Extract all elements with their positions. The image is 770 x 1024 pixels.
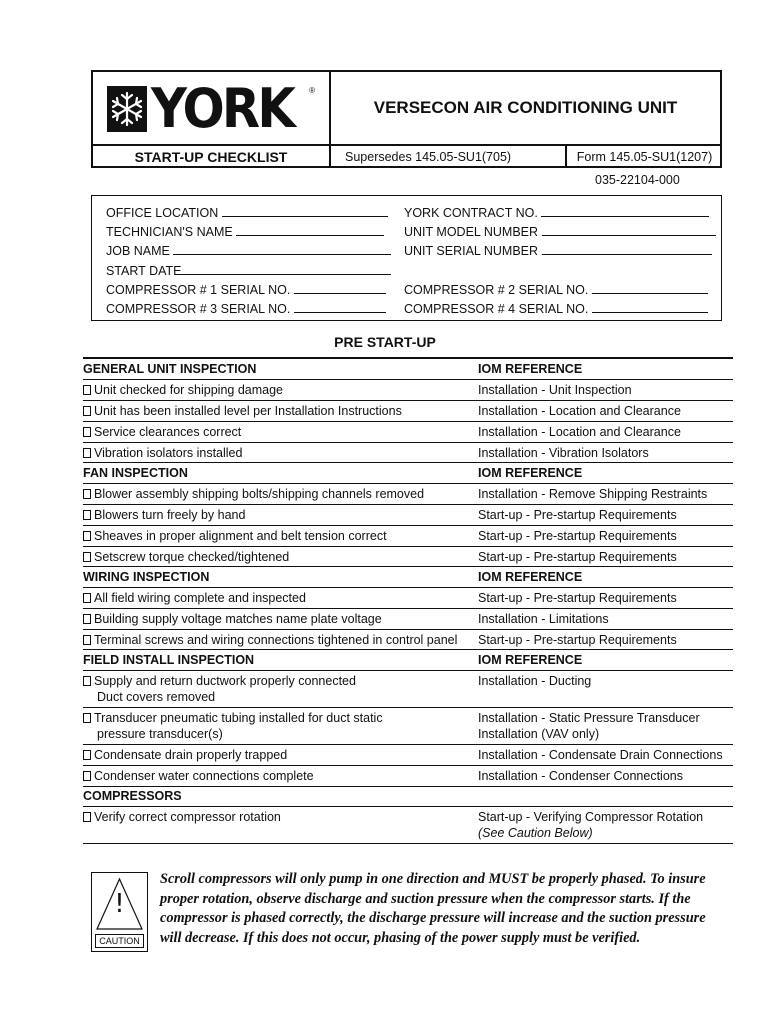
reference-text: Installation - Vibration Isolators [478,446,649,460]
reference-header: IOM REFERENCE [478,466,583,480]
reference-text: Installation - Limitations [478,612,609,626]
reference-text: Installation - Static Pressure Transducer [478,711,700,725]
pre-startup-heading: PRE START-UP [334,334,436,350]
rule [83,587,733,588]
compressor1-field[interactable] [106,282,386,298]
snowflake-icon [107,86,147,132]
checkbox[interactable] [83,552,91,562]
reference-text: Installation - Condensate Drain Connections [478,748,723,762]
rule [83,566,733,567]
document-subtitle: START-UP CHECKLIST [134,149,288,165]
rule [83,483,733,484]
start-date-field[interactable] [106,263,391,279]
checkbox[interactable] [83,614,91,624]
checkbox[interactable] [83,676,91,686]
reference-text: Installation (VAV only) [478,727,600,741]
divider [565,144,567,168]
checkbox[interactable] [83,406,91,416]
task-label: Supply and return ductwork properly connected [94,674,356,688]
task-label: Building supply voltage matches name plate voltage [94,612,382,626]
task-label: Terminal screws and wiring connections tightened in control panel [94,633,458,647]
field-label: COMPRESSOR # 4 SERIAL NO. [404,302,589,316]
checkbox[interactable] [83,750,91,760]
checkbox[interactable] [83,510,91,520]
rule [83,670,733,671]
rule [83,707,733,708]
rule [83,608,733,609]
section-title: GENERAL UNIT INSPECTION [83,362,257,376]
field-label: COMPRESSOR # 3 SERIAL NO. [106,302,291,316]
checkbox[interactable] [83,713,91,723]
task-label: All field wiring complete and inspected [94,591,306,605]
task-label: Unit checked for shipping damage [94,383,284,397]
reference-header: IOM REFERENCE [478,362,583,376]
rule [83,765,733,766]
registered-mark: ® [309,86,315,95]
reference-text: Installation - Condenser Connections [478,769,683,783]
rule [83,462,733,463]
reference-text: Start-up - Pre-startup Requirements [478,591,677,605]
york-logo [107,77,317,140]
section-title: COMPRESSORS [83,789,182,803]
task-label: Condensate drain properly trapped [94,748,288,762]
rule [83,786,733,787]
rule [83,546,733,547]
checkbox[interactable] [83,531,91,541]
task-label: Duct covers removed [97,690,216,704]
field-label: COMPRESSOR # 2 SERIAL NO. [404,283,589,297]
compressor4-field[interactable] [404,301,708,317]
section-title: WIRING INSPECTION [83,570,210,584]
checkbox[interactable] [83,385,91,395]
task-label: Transducer pneumatic tubing installed for duct static [94,711,383,725]
checkbox[interactable] [83,427,91,437]
form-number: Form 145.05-SU1(1207) [576,150,713,164]
task-label: Service clearances correct [94,425,242,439]
reference-text: Start-up - Pre-startup Requirements [478,508,677,522]
reference-header: IOM REFERENCE [478,570,583,584]
rule [83,442,733,443]
compressor2-field[interactable] [404,282,708,298]
section-title: FIELD INSTALL INSPECTION [83,653,255,667]
checkbox[interactable] [83,448,91,458]
checkbox[interactable] [83,771,91,781]
contract-field[interactable] [404,205,709,221]
rule [83,525,733,526]
task-label: Unit has been installed level per Installation Instructions [94,404,402,418]
caution-label: CAUTION [95,934,144,948]
job-name-field[interactable] [106,243,391,259]
task-label: Sheaves in proper alignment and belt tension correct [94,529,387,543]
job-info-box [91,195,722,321]
field-label: COMPRESSOR # 1 SERIAL NO. [106,283,291,297]
rule [83,504,733,505]
reference-header: IOM REFERENCE [478,653,583,667]
header-box [91,70,722,168]
rule [83,744,733,745]
rule [83,400,733,401]
document-title: VERSECON AIR CONDITIONING UNIT [373,98,678,117]
task-label: Blowers turn freely by hand [94,508,246,522]
office-field[interactable] [106,205,388,221]
reference-text: Start-up - Pre-startup Requirements [478,529,677,543]
checkbox[interactable] [83,489,91,499]
reference-text: (See Caution Below) [478,826,593,840]
rule [83,421,733,422]
exclamation-icon: ! [114,889,125,919]
checkbox[interactable] [83,593,91,603]
task-label: Condenser water connections complete [94,769,314,783]
reference-text: Installation - Ducting [478,674,592,688]
logo-text: YORK [151,77,294,140]
reference-text: Start-up - Verifying Compressor Rotation [478,810,704,824]
reference-text: Start-up - Pre-startup Requirements [478,633,677,647]
reference-text: Installation - Unit Inspection [478,383,632,397]
rule [83,806,733,807]
task-label: Blower assembly shipping bolts/shipping channels removed [94,487,425,501]
reference-text: Installation - Location and Clearance [478,425,681,439]
caution-box [91,872,148,952]
task-label: Vibration isolators installed [94,446,243,460]
unit-serial-field[interactable] [404,243,712,259]
field-label: UNIT SERIAL NUMBER [404,244,539,258]
reference-text: Installation - Remove Shipping Restraints [478,487,708,501]
caution-text: Scroll compressors will only pump in one direction and MUST be properly phased. To insure proper rotation, observe discharge and suction pressure when the compressor starts. If the compressor is phased correctly, the discharge pressure will increase and the suction pressure will decrease. If this does not occur, phasing of the power supply must be verified. [160,871,706,946]
reference-text: Installation - Location and Clearance [478,404,681,418]
field-label: JOB NAME [106,244,170,258]
reference-text: Start-up - Pre-startup Requirements [478,550,677,564]
rule [83,629,733,630]
field-label: START DATE [106,264,182,278]
task-label: pressure transducer(s) [97,727,223,741]
technician-field[interactable] [106,224,384,240]
task-label: Setscrew torque checked/tightened [94,550,290,564]
supersedes-text: Supersedes 145.05-SU1(705) [345,150,512,164]
field-label: UNIT MODEL NUMBER [404,225,539,239]
compressor3-field[interactable] [106,301,386,317]
field-label: TECHNICIAN'S NAME [106,225,233,239]
field-label: YORK CONTRACT NO. [404,206,538,220]
checkbox[interactable] [83,635,91,645]
document-number: 035-22104-000 [595,173,680,187]
checkbox[interactable] [83,812,91,822]
rule [83,357,733,359]
task-label: Verify correct compressor rotation [94,810,281,824]
field-label: OFFICE LOCATION [106,206,219,220]
model-field[interactable] [404,224,716,240]
rule [83,379,733,380]
section-title: FAN INSPECTION [83,466,188,480]
rule [83,649,733,650]
rule [83,843,733,844]
